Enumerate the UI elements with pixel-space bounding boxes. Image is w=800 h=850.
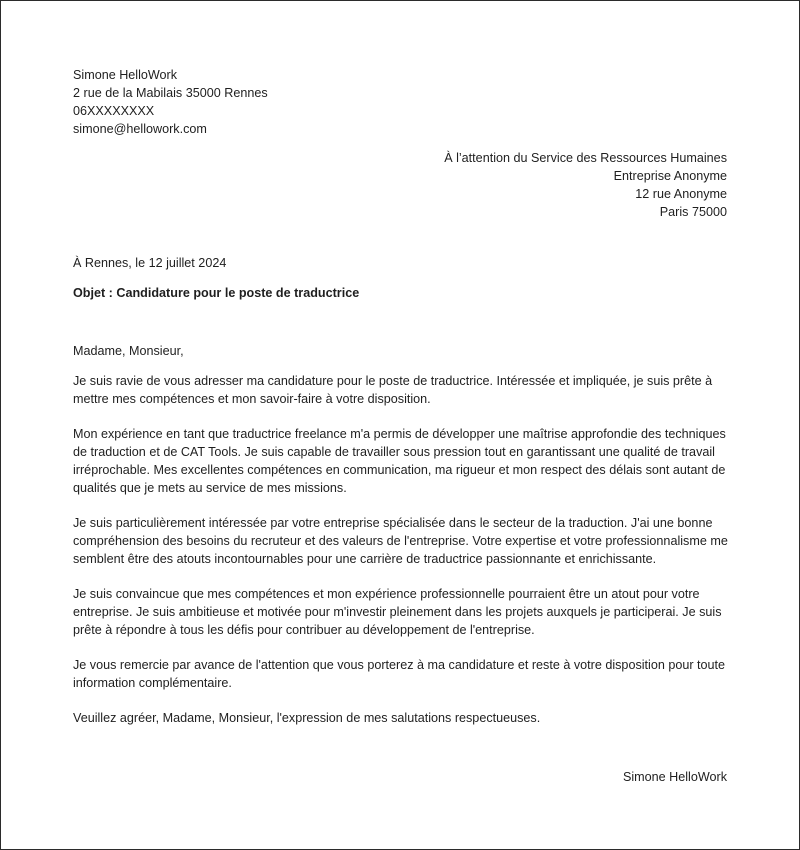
sender-phone: 06XXXXXXXX	[73, 104, 155, 118]
letter-body	[73, 342, 733, 744]
recipient-block	[444, 149, 727, 221]
letter-greeting: Madame, Monsieur,	[73, 344, 184, 358]
letter-date: À Rennes, le 12 juillet 2024	[73, 256, 227, 270]
sender-address: 2 rue de la Mabilais 35000 Rennes	[73, 86, 268, 100]
sender-name: Simone HelloWork	[73, 68, 178, 82]
body-paragraph-5: Je vous remercie par avance de l'attention que vous porterez à ma candidature et reste à votre disposition pour toute information complémentaire.	[73, 658, 726, 690]
recipient-city: Paris 75000	[659, 205, 727, 219]
letter-signature: Simone HelloWork	[622, 770, 727, 784]
recipient-attention: À l’attention du Service des Ressources Humaines	[444, 151, 727, 165]
body-paragraph-3: Je suis particulièrement intéressée par votre entreprise spécialisée dans le secteur de la traduction. J'ai une bonne compréhension des besoins du recruteur et des valeurs de l'entreprise. Votre expertise et votre professionnalisme me semblent être des atouts incontournables pour une carrière de traductrice passionnante et enrichissante.	[73, 516, 728, 566]
closing-paragraph: Veuillez agréer, Madame, Monsieur, l'expression de mes salutations respectueuses.	[73, 711, 541, 725]
recipient-company: Entreprise Anonyme	[613, 169, 727, 183]
body-paragraph-4: Je suis convaincue que mes compétences et mon expérience professionnelle pourraient être un atout pour votre entreprise. Je suis ambitieuse et motivée pour m'investir pleinement dans les projets auxquels je participerai. Je suis prête à répondre à tous les défis pour contribuer au développement de l'entreprise.	[73, 587, 722, 637]
letter-subject: Objet : Candidature pour le poste de traductrice	[73, 286, 360, 300]
body-paragraph-1: Je suis ravie de vous adresser ma candidature pour le poste de traductrice. Intéressée et impliquée, je suis prête à mettre mes compétences et mon savoir-faire à votre disposition.	[73, 374, 713, 406]
sender-email: simone@hellowork.com	[73, 122, 207, 136]
body-paragraph-2: Mon expérience en tant que traductrice freelance m'a permis de développer une maîtrise approfondie des techniques de traduction et de CAT Tools. Je suis capable de travailler sous pression tout en garantissant une qualité de travail irréprochable. Mes excellentes compétences en communication, ma rigueur et mon respect des délais sont autant de qualités que je mets au service de mes missions.	[73, 427, 726, 495]
sender-block	[73, 66, 268, 138]
recipient-street: 12 rue Anonyme	[635, 187, 727, 201]
